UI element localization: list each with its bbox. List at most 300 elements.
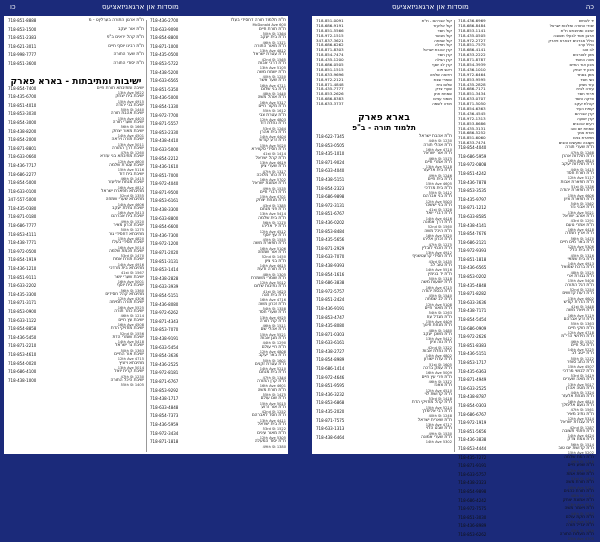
entry-name: ת"ת דברי חיים: [259, 189, 286, 195]
entry-address: 4606 14th Ave: [117, 202, 144, 207]
entry-address: 5408 15th Ave: [567, 279, 594, 284]
entry-name: ת"ת דעת קדושים: [562, 291, 594, 297]
entry-name: ת"ת חסידי סקווירא: [251, 146, 286, 152]
entry-address: 4802 14th Ave: [425, 354, 452, 359]
entry-phone: 718-871-0180: [8, 214, 37, 220]
entry-name: ת"ת תולדות אהרן: [561, 153, 594, 159]
entry-address: 1419 53rd St: [570, 374, 594, 378]
entry-address: 1567 41st St: [121, 271, 144, 276]
entry-address: 1470 53rd St: [120, 254, 144, 259]
entry-phone: 718-686-0505: [316, 62, 344, 68]
entry-name: ת"ת עץ יוסף: [262, 232, 286, 238]
entry-phone: 718-854-4040: [458, 145, 487, 151]
entry-phone: 718-435-1010: [316, 151, 345, 157]
entry-name: תומכי עניים: [433, 96, 452, 102]
entry-phone: 718-851-8383: [458, 342, 487, 348]
entry-address: 1371 46th St: [262, 40, 286, 45]
entry-phone: 718-853-0505: [316, 142, 345, 148]
entry-address: 1561 47th St: [570, 408, 594, 413]
entry-name: קרן הצלה: [435, 57, 452, 63]
entry-name: ת"ת בית חיים: [427, 177, 452, 182]
entry-address: 5214 15th Ave: [425, 405, 452, 410]
entry-name: ת"ת מטה אהרן: [565, 385, 594, 391]
entry-name: מתיבתא ויזניץ: [119, 360, 144, 366]
entry-phone: 718-633-6565: [150, 78, 179, 84]
entry-phone: 718-851-6060: [458, 135, 486, 141]
entry-name: ת"ת רבינו יוסף חיים: [108, 43, 144, 49]
entry-address: 1378 49th St: [570, 459, 594, 464]
entry-phone: 718-436-5000: [150, 95, 179, 101]
entry-name: ת"ת שערי חסד: [258, 310, 286, 316]
entry-address: 4812 16th Ave: [117, 185, 144, 190]
entry-name: ישיבת בני יהודה: [115, 102, 144, 108]
entry-phone: 718-438-7771: [8, 240, 37, 246]
entry-name: נשי חסד: [580, 76, 594, 82]
entry-address: 1318 50th St: [428, 276, 452, 281]
entry-name: ת"ת תולדות יעקב: [561, 162, 594, 168]
entry-name: ת"ת תלמוד תורה דחסידי בעלז: [230, 18, 286, 23]
entry-phone: 718-435-4848: [458, 282, 487, 288]
entry-address: 1480 48th St: [428, 328, 452, 333]
entry-name: ת"ת תפארת אבות: [560, 179, 594, 185]
entry-name: ישיבת בית יצחק: [115, 94, 144, 100]
entry-phone: 718-854-3636: [150, 353, 179, 359]
entry-address: 1364 50th St: [262, 32, 286, 36]
entry-phone: 718-972-3131: [316, 202, 345, 208]
entry-name: קרן לב יוסף: [432, 62, 452, 68]
entry-name-block: [107, 36, 144, 40]
entry-address: 5011 13th Ave: [117, 142, 144, 147]
entry-phone: 718-436-7717: [8, 162, 37, 168]
entry-name: ת"ת בית מרדכי: [424, 185, 452, 191]
entry-phone: 718-436-6969: [458, 18, 486, 23]
entry-address: 5020 15th Ave: [259, 143, 286, 148]
directory-entry: [8, 62, 144, 71]
entry-address: 5121 16th Ave: [567, 485, 594, 490]
entry-address: 1520 49th St: [120, 219, 144, 224]
entry-name: ת"ת יסודי התורה: [113, 60, 144, 66]
entry-address: 4600 12th Ave: [117, 159, 144, 164]
entry-name: ת"ת צמח צדק: [567, 437, 594, 443]
entry-phone: 718-871-3171: [8, 300, 37, 306]
entry-name-block: [110, 379, 144, 388]
entry-name: ת"ת נחלת אבות: [422, 348, 452, 354]
entry-name: ת"ת אוהל משה: [257, 95, 286, 101]
directory-entry: [316, 436, 452, 445]
entry-name: מתיבתא בית מרדכי: [109, 266, 144, 272]
entry-name: ת"ת יגדיל תורה: [565, 523, 594, 529]
entry-name: ת"ת נתיב מאיר: [566, 411, 594, 417]
entry-name: ת"ת תורת כהנים: [563, 488, 594, 494]
entry-name: ישיבת דרך התורה: [111, 145, 144, 151]
entry-address: 5001 16th Ave: [117, 280, 144, 285]
left-page-col-b: [150, 19, 286, 449]
entry-phone: 718-972-1313: [458, 115, 486, 121]
entry-phone: 718-853-4111: [8, 231, 37, 237]
entry-name: ת"ת בית ישראל: [257, 421, 286, 427]
entry-phone: 718-871-8303: [316, 47, 344, 53]
entry-address: 1254 52nd St: [569, 288, 594, 293]
entry-name: ישיבה ומתיבתא ת"ת: [560, 27, 594, 33]
left-page-number: כו: [10, 3, 16, 11]
entry-phone: 718-853-8484: [316, 228, 345, 234]
entry-phone: 718-972-2121: [316, 76, 344, 82]
entry-name: מתן בסתר: [576, 71, 594, 77]
entry-phone: 718-972-6262: [150, 310, 179, 316]
entry-name: ת"ת יסוד המעלה: [254, 439, 286, 445]
entry-phone: 718-871-8801: [8, 145, 37, 151]
entry-name: ישיבת אור החיים: [114, 351, 144, 357]
entry-address: 1360 56th St: [120, 288, 144, 293]
entry-phone: 718-853-3030: [8, 111, 37, 117]
entry-address: 5106 16th Ave: [259, 246, 286, 251]
entry-phone: 718-633-2222: [458, 52, 486, 58]
entry-address: 5017 13th Ave: [567, 382, 594, 387]
entry-address: 5702 16th Ave: [259, 178, 286, 183]
entry-name: ישיבת חסידי בעלז: [112, 240, 144, 246]
entry-name: ת"ת שפת אמת: [566, 471, 594, 477]
left-page-title: מוסדות און ארגאניזאציעס: [102, 3, 179, 11]
entry-address: 4808 12th Ave: [259, 349, 286, 354]
entry-address: 1562 54th St: [570, 202, 594, 207]
entry-phone: 718-686-4141: [458, 47, 486, 53]
entry-address: 4512 12th Ave: [259, 229, 286, 234]
entry-name: ת"ת דגל התורה: [565, 282, 594, 288]
entry-phone: 718-436-3232: [316, 391, 345, 397]
entry-name: ת"ת מעלות התורה: [559, 531, 594, 537]
entry-name: ת"ת קדושת לוי: [424, 391, 452, 397]
entry-address: 4716 16th Ave: [259, 298, 286, 303]
entry-name: ת"ת משכן יעקב: [423, 331, 452, 337]
entry-phone: 718-686-3838: [316, 280, 345, 286]
entry-address: 4416 14th Ave: [425, 216, 452, 221]
entry-phone: 718-972-4040: [150, 181, 179, 187]
entry-phone: 718-871-5050: [458, 101, 486, 107]
entry-phone: 718-854-5151: [150, 293, 179, 298]
entry-phone: 718-435-9797: [458, 196, 487, 202]
entry-name: ישיבת מנחת אליעזר: [107, 180, 144, 186]
entry-name: יסודי התורה ומלכות ישראל: [549, 22, 594, 28]
entry-address: 1448 41st St: [571, 305, 594, 310]
entry-address: 4701 15th Ave: [259, 195, 286, 200]
entry-phone: 718-853-6262: [458, 531, 487, 537]
entry-phone: 718-854-0020: [8, 360, 37, 366]
entry-address: 1275 47th St: [428, 242, 452, 247]
entry-phone: 718-435-0380: [8, 205, 37, 211]
entry-name: ישיבת קרית יואל: [114, 369, 144, 375]
entry-name: ת"ת חכמי לובלין: [422, 245, 452, 251]
entry-name: עזרה לבית: [576, 86, 594, 92]
right-page-col-b: [458, 19, 594, 541]
entry-name: ת"ת תורת חסד: [566, 170, 594, 176]
entry-phone: 718-871-5557: [150, 121, 179, 127]
entry-name: ת"ת מנחת חינוך: [422, 323, 452, 329]
entry-phone: 718-853-0202: [458, 274, 487, 280]
entry-phone: 718-633-5454: [150, 344, 179, 350]
entry-phone: 718-851-8888: [8, 18, 37, 23]
entry-name: ת"ת צאנז: [434, 383, 452, 389]
entry-phone: 718-633-1122: [8, 317, 37, 323]
entry-name: ת"ת רמת שלמה: [564, 454, 594, 460]
entry-address: 5306 12th Ave: [567, 245, 594, 250]
entry-name: מתיבתא קהל חסידים: [105, 291, 144, 297]
entry-phone: 718-633-2525: [458, 385, 487, 391]
right-page: [312, 16, 596, 542]
entry-address: 1565 42nd St: [261, 57, 286, 62]
entry-address: 4717 13th Ave: [425, 423, 452, 428]
entry-address: 4508 16th Ave: [117, 323, 144, 327]
entry-phone: 718-972-2727: [458, 37, 486, 43]
entry-address: 5116 15th Ave: [117, 168, 144, 173]
entry-name: ת"ת ישועות משה: [421, 280, 452, 286]
entry-address: 4602 13th Ave: [567, 296, 594, 301]
entry-name: מטה החסד: [575, 57, 594, 63]
entry-address: 5225 14th Ave: [567, 348, 594, 353]
left-page-header: [10, 0, 286, 14]
entry-address: 4510 12th Ave: [425, 388, 452, 393]
entry-phone: 718-851-7575: [458, 42, 486, 48]
entry-address: 1601 50th St: [262, 358, 286, 363]
entry-phone: 718-854-5454: [458, 317, 487, 323]
entry-phone: 718-436-5151: [458, 351, 487, 357]
entry-name: ת"ת אור ישראל: [423, 151, 452, 157]
entry-name: ישיבת נר ישראל: [115, 343, 144, 349]
entry-name: ת"ת בית שמאי: [567, 256, 594, 262]
entry-name: שמחת חתן: [434, 91, 452, 97]
entry-phone: 718-998-7777: [8, 52, 37, 58]
entry-phone: 718-854-1330: [150, 103, 179, 109]
entry-address: 1230 44th St: [428, 139, 452, 144]
entry-phone: 718-438-1717: [150, 396, 179, 402]
entry-name: ת"ת ויואל משה: [566, 308, 594, 314]
entry-address: 1363 50th St: [120, 348, 144, 353]
entry-name: ת"ת מאור התורה: [254, 43, 286, 49]
entry-name: ת"ת מקור חיים: [258, 103, 286, 109]
entry-address: 1316 45th St: [570, 253, 594, 258]
entry-phone: 718-436-1610: [150, 164, 179, 170]
entry-name: קול מבשר: [434, 32, 452, 38]
entry-name: ת"ת עבודת ישראל: [560, 420, 594, 426]
entry-address: 5413 16th Ave: [117, 211, 144, 216]
entry-address: 5009 16th Ave: [425, 371, 452, 376]
entry-name: ת"ת תורת משה: [565, 480, 594, 486]
entry-phone: 718-436-5959: [150, 421, 179, 427]
entry-address: 1358 54th St: [262, 307, 286, 311]
entry-address: 1525 48th St: [570, 270, 594, 275]
entry-address: 1440 48th St: [262, 92, 286, 97]
entry-name: ת"ת קרן התורה: [256, 378, 286, 384]
entry-address: 4619 12th Ave: [567, 468, 594, 473]
entry-phone: 718-871-2210: [8, 343, 37, 349]
entry-address: 4601 16th Ave: [259, 384, 286, 389]
entry-name: תורת אמך: [577, 130, 594, 136]
entry-address: 5117 12th Ave: [567, 176, 594, 181]
entry-phone: 718-435-8080: [316, 323, 345, 329]
entry-name: ישיבת כתר תורה: [114, 309, 144, 314]
entry-name: צדקה וחסד: [574, 96, 594, 102]
entry-name: ת"ת חוקי חיים: [568, 325, 594, 331]
entry-name-block: [89, 19, 144, 23]
entry-name: קול חסד: [437, 27, 452, 33]
entry-name: ת"ת ברכת שמואל: [561, 265, 594, 271]
entry-phone: 718-438-8787: [458, 394, 487, 400]
entry-phone: 718-686-2121: [458, 239, 487, 245]
entry-name: קרן ישועה: [577, 115, 594, 121]
entry-phone: 718-853-7070: [150, 327, 179, 333]
entry-phone: 718-438-6464: [316, 434, 345, 440]
entry-name: קול תפלה: [434, 42, 452, 48]
entry-address: 1405 55th St: [120, 383, 144, 388]
entry-phone: 718-633-2202: [8, 283, 37, 289]
entry-name: ת"ת בני אברהם: [423, 194, 452, 200]
entry-name: ת"ת דרך אמונה: [423, 219, 452, 225]
entry-phone: 718-435-1200: [316, 57, 344, 63]
entry-address: 4512 13th Ave: [567, 502, 594, 507]
entry-phone: 718-972-1200: [150, 241, 179, 247]
entry-phone: 718-972-8181: [150, 370, 179, 376]
entry-address: 4605 15th Ave: [425, 182, 452, 187]
entry-name: ישיבת מתיבתא בני עזרא: [100, 154, 144, 160]
entry-phone: 718-871-8787: [458, 57, 486, 63]
entry-phone: 718-633-8585: [458, 213, 487, 219]
entry-name: ת"ת בית יעקב: [260, 35, 286, 41]
entry-address: 4507 15th Ave: [567, 365, 594, 370]
entry-phone: 718-972-4646: [316, 374, 345, 380]
entry-address: 5119 16th Ave: [567, 313, 594, 318]
entry-phone: 718-854-7676: [458, 231, 487, 237]
phone-list-entry: [316, 102, 452, 107]
entry-phone: 718-854-3000: [8, 119, 37, 125]
entry-phone: 718-853-5722: [150, 60, 179, 66]
entry-name: ת"ת אור זרוע: [261, 404, 286, 410]
entry-name: ישיבת שומרי הדת: [112, 334, 144, 340]
entry-address: 5021 13th Ave: [567, 210, 594, 215]
entry-address: 1612 55th St: [262, 109, 286, 114]
entry-phone: 718-436-8080: [150, 301, 179, 307]
entry-phone: 718-871-1212: [458, 205, 487, 211]
entry-name: ת"ת לבושי מרדכי: [562, 368, 594, 374]
entry-address: 4409 15th Ave: [425, 319, 452, 324]
entry-phone: 718-686-6767: [458, 411, 487, 417]
entry-address: 1230 47th St: [120, 374, 144, 379]
entry-address: 4803 12th Ave: [259, 117, 286, 122]
entry-name: ת"ת קהל ישראל: [255, 155, 286, 161]
entry-phone: 718-438-7171: [458, 308, 487, 314]
entry-phone: 718-853-1717: [458, 360, 487, 365]
entry-address: 1511 46th St: [262, 324, 286, 329]
entry-name: ת"ת רבי אלימלך: [421, 409, 452, 415]
entry-phone: 718-853-1500: [8, 26, 37, 32]
entry-name: ישיבת בית אברהם: [111, 214, 144, 220]
entry-name: שלום בית: [436, 81, 452, 87]
entry-name: ת"ת שערי ציון: [260, 164, 286, 170]
entry-phone: 718-851-9111: [8, 274, 37, 280]
entry-name: ת"ת מגן אבות: [260, 335, 286, 341]
entry-phone: 718-871-2929: [316, 245, 345, 251]
entry-name: ת"ת שומרי משמרת: [250, 275, 286, 281]
entry-phone: 718-853-2626: [316, 91, 344, 97]
section-title: ישיבות ומתיבתות - בארא פארק: [10, 76, 142, 87]
entry-name: מזון לנצרכים: [572, 52, 594, 58]
entry-address: 1533 44th St: [570, 511, 594, 516]
entry-address: 600 McDonald Ave: [252, 23, 286, 28]
entry-phone: 718-438-9393: [316, 262, 345, 268]
entry-name: קופת העיר: [575, 106, 594, 112]
entry-name: ת"ת נוה ציון: [430, 340, 452, 346]
entry-phone: 718-854-0303: [458, 402, 487, 408]
entry-phone: 718-633-7070: [316, 254, 345, 260]
entry-phone: 718-436-3838: [458, 437, 487, 443]
entry-name: עזר מציון: [578, 81, 594, 87]
entry-address: 1252 42nd St: [261, 410, 286, 415]
entry-address: 1240 48th St: [570, 494, 594, 499]
entry-phone: 718-633-0100: [8, 188, 37, 194]
entry-name: ת"ת קול תורה: [259, 318, 286, 324]
entry-address: 1336 51st St: [571, 184, 594, 189]
entry-address: 1535 49th St: [262, 186, 286, 191]
entry-phone: 718-854-7474: [316, 52, 344, 58]
entry-name: קול שמחה: [434, 37, 452, 43]
entry-phone: 718-851-3434: [458, 91, 486, 97]
entry-name: ת"ת מנחת אלעזר: [561, 394, 594, 400]
entry-address: 1435 43rd St: [428, 259, 452, 264]
entry-name: ישיבת שערי תורה: [112, 119, 144, 125]
entry-address: 4915 15th Ave: [117, 99, 144, 104]
entry-phone: 718-633-5757: [458, 471, 487, 477]
entry-name: ת"ת חסד לאברהם: [251, 413, 286, 419]
entry-phone: 718-853-4610: [8, 351, 37, 357]
entry-name: ת"ת ייטב לב: [571, 351, 594, 357]
entry-phone: 718-633-1313: [316, 426, 345, 432]
entry-address: 1560 52nd St: [427, 225, 452, 230]
entry-phone: 718-435-2828: [458, 81, 486, 87]
entry-phone: 718-851-3600: [8, 60, 37, 66]
entry-address: 1291 43rd St: [570, 219, 594, 224]
entry-name: ת"ת פני מנחם: [259, 207, 286, 213]
entry-name: ישיבת מאור יצחק: [112, 128, 144, 134]
entry-phone: 718-435-6700: [8, 94, 37, 100]
entry-phone: 718-972-9393: [458, 248, 487, 254]
column-divider: [146, 20, 147, 452]
entry-phone: 718-854-2323: [316, 185, 345, 191]
entry-phone: 718-854-2000: [8, 137, 37, 143]
entry-name: רעים אהובים: [572, 120, 594, 126]
entry-phone: 718-436-5450: [8, 334, 37, 340]
entry-phone: 718-621-3011: [8, 43, 37, 49]
right-page-header: [318, 0, 594, 14]
entry-name: ישיבת תורה תמימה: [109, 300, 144, 306]
entry-phone: 718-853-9595: [458, 76, 486, 82]
entry-name: ת"ת ויאמר משה: [564, 506, 594, 512]
entry-phone: 347-837-3621: [316, 37, 344, 43]
entry-name: ת"ת באר יעקב: [258, 353, 286, 359]
entry-name: ת"ת תפארת ציון: [564, 196, 594, 202]
entry-name: ת"ת עמק ברכה: [422, 366, 452, 372]
entry-name: כולל ערב: [578, 42, 594, 48]
entry-address: 4711 16th Ave: [259, 83, 286, 88]
entry-name: ת"ת ארגון התורה בערליןט - מ: [88, 18, 144, 23]
entry-address: 5412 13th Ave: [425, 337, 452, 342]
entry-address: 4812 13th Ave: [259, 49, 286, 54]
entry-address: 1440 50th St: [120, 108, 144, 113]
entry-address: 4814 16th Ave: [567, 159, 594, 164]
entry-phone: 718-851-4242: [458, 170, 487, 176]
entry-phone: 718-853-3535: [458, 188, 487, 194]
entry-name: ישיבת נחלת יעקב: [112, 205, 144, 211]
entry-address: 5015 15th Ave: [259, 401, 286, 406]
entry-name: ת"ת שערי אמונה: [421, 434, 452, 440]
entry-name: קול אברהם - ת"ת: [421, 18, 452, 23]
